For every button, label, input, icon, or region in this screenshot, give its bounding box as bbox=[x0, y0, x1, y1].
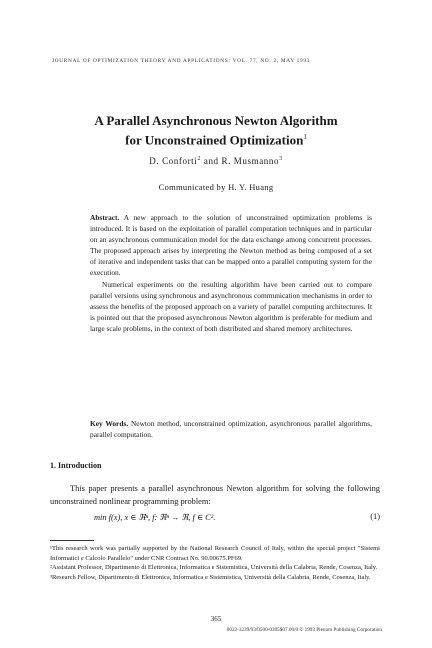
section-heading: 1. Introduction bbox=[50, 461, 102, 470]
footnote-2: ²Assistant Professor, Dipartimento di Elettronica, Informatica e Sistemistica, Università della Calabria, Rende, Cosenza, Italy. bbox=[50, 564, 378, 572]
communicated-by: Communicated by H. Y. Huang bbox=[158, 182, 274, 192]
author-connector: and bbox=[201, 156, 222, 166]
introduction-paragraph: This paper presents a parallel asynchronous Newton algorithm for solving the following unconstrained nonlinear programming problem: bbox=[50, 484, 380, 506]
footnote-rule bbox=[50, 540, 94, 541]
keywords-text: Newton method, unconstrained optimization, asynchronous parallel algorithms, parallel computation. bbox=[90, 419, 373, 440]
author-2-mark: 3 bbox=[279, 156, 283, 162]
author-2: R. Musmanno bbox=[221, 156, 280, 166]
abstract-text-1: A new approach to the solution of unconstrained optimization problems is introduced. It is based on the exploitation of parallel computation techniques and in particular on an asynchronous communication model for the data exchange among concurrent processes. The proposed approach arises by interpreting the Newton method as being composed of a set of iterative and independent tasks that can be mapped onto a parallel computing system for the execution. bbox=[90, 213, 372, 278]
copyright-line: 0022-3239/93/0500-0305$07.00/0 © 1993 Plenum Publishing Corporation bbox=[226, 627, 382, 633]
footnote-3: ³Research Fellow, Dipartimento di Elettronica, Informatica e Sistemistica, Università della Calabria, Rende, Cosenza, Italy. bbox=[50, 573, 371, 581]
footnote-1: ¹This research work was partially supported by the National Research Council of Italy, within the special project "Sistemi Informatici e Calcolo Parallelo" under CNR Contract No. 90.00675.PF69. bbox=[50, 545, 380, 562]
page-number: 365 bbox=[210, 615, 222, 623]
abstract-paragraph-1 bbox=[90, 212, 372, 279]
author-1: D. Conforti bbox=[149, 156, 198, 166]
keywords bbox=[90, 418, 372, 440]
title-line-2 bbox=[40, 129, 392, 148]
equation-1 bbox=[50, 512, 380, 525]
keywords-label: Key Words. bbox=[90, 419, 129, 428]
title-line-2-text: for Unconstrained Optimization bbox=[125, 132, 304, 148]
title-line-1: A Parallel Asynchronous Newton Algorithm bbox=[94, 113, 338, 128]
introduction-text bbox=[50, 483, 380, 508]
authors bbox=[40, 156, 392, 166]
equation-expression: min f(x), x ∈ ℜⁿ, f: ℜⁿ → ℜ, f ∈ C². bbox=[94, 513, 216, 522]
abstract bbox=[90, 212, 372, 334]
title-footnote-mark: 1 bbox=[303, 133, 307, 141]
abstract-label: Abstract. bbox=[90, 213, 120, 222]
running-head: JOURNAL OF OPTIMIZATION THEORY AND APPLICATIONS: VOL. 77, NO. 2, MAY 1993 bbox=[52, 58, 311, 64]
footnotes bbox=[50, 544, 380, 582]
author-1-mark: 2 bbox=[197, 156, 201, 162]
abstract-paragraph-2: Numerical experiments on the resulting algorithm have been carried out to compare parallel versions using synchronous and asynchronous communication mechanisms in order to assess the benefits of the proposed approach on a variety of parallel computing architectures. It is pointed out that the proposed asynchronous Newton algorithm is preferable for medium and large scale problems, in the context of both distributed and shared memory architectures. bbox=[90, 279, 372, 333]
paper-title bbox=[40, 112, 392, 148]
equation-number: (1) bbox=[370, 512, 380, 521]
